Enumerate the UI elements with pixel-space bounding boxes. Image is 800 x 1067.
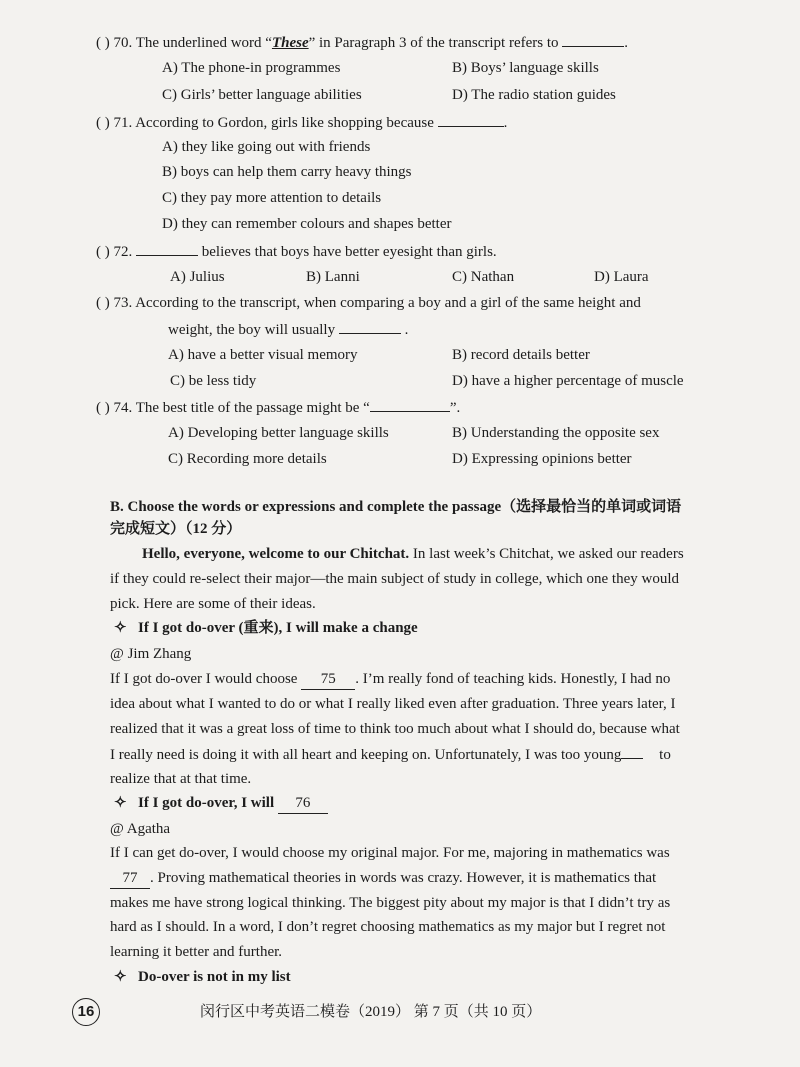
answer-blank bbox=[562, 32, 624, 47]
answer-blank bbox=[621, 744, 643, 759]
blank-75: 75 bbox=[301, 669, 355, 690]
question-70: ( ) 70. The underlined word “These” in Paragraph 3 of the transcript refers to . bbox=[96, 32, 628, 53]
para1-line-4: I really need is doing it with all heart and keeping on. Unfortunately, I was too young to bbox=[110, 744, 671, 765]
option-c: C) they pay more attention to details bbox=[162, 190, 382, 206]
option-a: A) have a better visual memory bbox=[168, 347, 358, 363]
option-d: D) Expressing opinions better bbox=[452, 451, 632, 467]
answer-blank bbox=[438, 112, 504, 127]
section-b-heading: B. Choose the words or expressions and complete the passage（选择最恰当的单词或词语 bbox=[110, 499, 682, 515]
intro-line-2: if they could re-select their major—the main subject of study in college, which one they would bbox=[110, 571, 680, 587]
blank-76: 76 bbox=[278, 793, 328, 814]
para1-line-3: realized that it was a great loss of time to think too much about what I should do, because what bbox=[110, 721, 680, 737]
intro-line-3: pick. Here are some of their ideas. bbox=[110, 596, 316, 612]
option-d: D) Laura bbox=[594, 269, 649, 285]
blank-77: 77 bbox=[110, 868, 150, 889]
page-number-badge: 16 bbox=[72, 998, 100, 1026]
option-b: B) Understanding the opposite sex bbox=[452, 425, 660, 441]
answer-blank bbox=[370, 397, 450, 412]
underlined-word: These bbox=[271, 35, 309, 51]
option-a: A) Julius bbox=[170, 269, 225, 285]
option-d: D) have a higher percentage of muscle bbox=[452, 373, 684, 389]
page-footer: 闵行区中考英语二模卷（2019） 第 7 页（共 10 页） bbox=[200, 1004, 542, 1020]
question-72: ( ) 72. believes that boys have better eyesight than girls. bbox=[96, 241, 497, 262]
subheading-1: ✧ If I got do-over (重来), I will make a change bbox=[114, 620, 418, 636]
section-b-heading-cont: 完成短文）（12 分） bbox=[110, 521, 242, 537]
option-b: B) record details better bbox=[452, 347, 590, 363]
para2-line-4: hard as I should. In a word, I don’t regret choosing mathematics as my major but I regret not bbox=[110, 919, 666, 935]
answer-blank bbox=[136, 241, 198, 256]
question-71: ( ) 71. According to Gordon, girls like shopping because . bbox=[96, 112, 507, 133]
author-jim-zhang: @ Jim Zhang bbox=[110, 646, 192, 662]
para2-line-1: If I can get do-over, I would choose my original major. For me, majoring in mathematics was bbox=[110, 845, 670, 861]
para2-line-5: learning it better and further. bbox=[110, 944, 283, 960]
option-c: C) Nathan bbox=[452, 269, 515, 285]
option-b: B) Boys’ language skills bbox=[452, 60, 599, 76]
answer-blank bbox=[339, 319, 401, 334]
option-b: B) boys can help them carry heavy things bbox=[162, 164, 412, 180]
subheading-3: ✧ Do-over is not in my list bbox=[114, 969, 291, 985]
diamond-icon: ✧ bbox=[114, 620, 127, 636]
para1-line-2: idea about what I wanted to do or what I really liked even after graduation. Three years later, I bbox=[110, 696, 676, 712]
para1-line-5: realize that at that time. bbox=[110, 771, 252, 787]
para2-line-2: 77 . Proving mathematical theories in words was crazy. However, it is mathematics that bbox=[110, 868, 656, 889]
option-a: A) Developing better language skills bbox=[168, 425, 389, 441]
option-a: A) The phone-in programmes bbox=[162, 60, 341, 76]
question-73: ( ) 73. According to the transcript, when comparing a boy and a girl of the same height and bbox=[96, 295, 641, 311]
option-c: C) Girls’ better language abilities bbox=[162, 87, 362, 103]
subheading-2: ✧ If I got do-over, I will 76 bbox=[114, 793, 328, 814]
option-d: D) The radio station guides bbox=[452, 87, 616, 103]
question-74: ( ) 74. The best title of the passage might be “ ”. bbox=[96, 397, 460, 418]
author-agatha: @ Agatha bbox=[110, 821, 171, 837]
diamond-icon: ✧ bbox=[114, 969, 127, 985]
option-d: D) they can remember colours and shapes better bbox=[162, 216, 452, 232]
option-c: C) Recording more details bbox=[168, 451, 327, 467]
para2-line-3: makes me have strong logical thinking. The biggest pity about my major is that I didn’t try as bbox=[110, 895, 671, 911]
para1-line-1: If I got do-over I would choose 75 . I’m really fond of teaching kids. Honestly, I had no bbox=[110, 669, 670, 690]
option-a: A) they like going out with friends bbox=[162, 139, 371, 155]
option-c: C) be less tidy bbox=[170, 373, 257, 389]
diamond-icon: ✧ bbox=[114, 795, 127, 811]
option-b: B) Lanni bbox=[306, 269, 360, 285]
intro-line-1: Hello, everyone, welcome to our Chitchat. In last week’s Chitchat, we asked our readers bbox=[142, 546, 684, 562]
question-73-cont: weight, the boy will usually . bbox=[168, 319, 408, 340]
